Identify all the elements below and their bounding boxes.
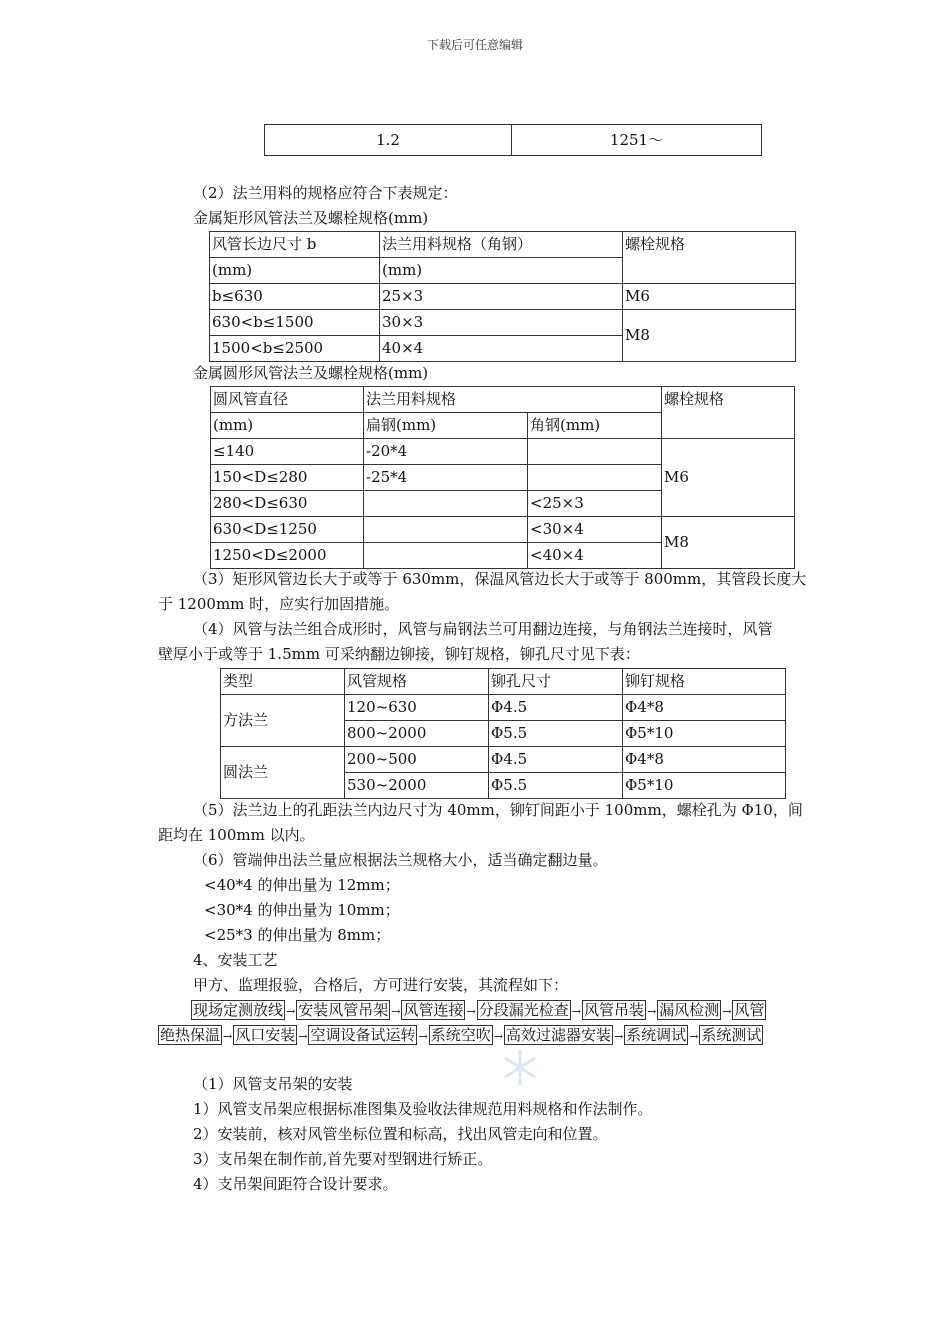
rivet-header-spec: 风管规格 xyxy=(345,669,489,695)
section-4-intro: 甲方、监理报验，合格后，方可进行安装，其流程如下： xyxy=(193,976,569,994)
arrow-right-icon: → xyxy=(391,1005,401,1018)
rect-header-size: 风管长边尺寸 b xyxy=(210,232,380,258)
flow-step: 风管吊装 xyxy=(583,1001,644,1019)
rivet-hole: Φ4.5 xyxy=(489,695,623,721)
flow-step: 系统调试 xyxy=(626,1026,687,1044)
rivet-type: 方法兰 xyxy=(221,695,345,747)
subsection-1-heading: （1）风管支吊架的安装 xyxy=(193,1075,353,1093)
rivet-spec: 200~500 xyxy=(345,747,489,773)
rect-flange-table xyxy=(209,231,796,362)
rect-bolt: M6 xyxy=(623,284,796,310)
round-angle xyxy=(528,439,662,465)
rivet-type: 圆法兰 xyxy=(221,747,345,799)
section-4-heading: 4、安装工艺 xyxy=(193,951,278,969)
rivet-header-type: 类型 xyxy=(221,669,345,695)
arrow-right-icon: → xyxy=(571,1005,581,1018)
round-diameter: 630<D≤1250 xyxy=(211,517,364,543)
rect-table-title: 金属矩形风管法兰及螺栓规格(mm) xyxy=(193,209,429,227)
arrow-right-icon: → xyxy=(689,1030,699,1043)
round-angle xyxy=(528,465,662,491)
arrow-right-icon: → xyxy=(223,1030,233,1043)
para-3-line-2: 于 1200mm 时，应实行加固措施。 xyxy=(158,595,400,613)
table-row xyxy=(210,284,796,310)
rivet-hole: Φ4.5 xyxy=(489,747,623,773)
para-6: （6）管端伸出法兰量应根据法兰规格大小，适当确定翻边量。 xyxy=(193,851,608,869)
rect-header-spec-unit: (mm) xyxy=(380,258,623,284)
flow-line-2 xyxy=(158,1024,763,1048)
extension-30: <30*4 的伸出量为 10mm； xyxy=(204,901,400,919)
round-header-bolt: 螺栓规格 xyxy=(662,387,795,439)
round-diameter: 150<D≤280 xyxy=(211,465,364,491)
rivet-rivet: Φ4*8 xyxy=(623,747,786,773)
list-item: 3）支吊架在制作前,首先要对型钢进行矫正。 xyxy=(193,1150,493,1168)
rivet-rivet: Φ5*10 xyxy=(623,721,786,747)
round-bolt: M8 xyxy=(662,517,795,569)
top-table xyxy=(264,124,762,156)
rivet-hole: Φ5.5 xyxy=(489,773,623,799)
round-angle: <30×4 xyxy=(528,517,662,543)
round-header-diameter: 圆风管直径 xyxy=(211,387,364,413)
round-diameter: 1250<D≤2000 xyxy=(211,543,364,569)
para-3-line-1: （3）矩形风管边长大于或等于 630mm，保温风管边长大于或等于 800mm，其管段长度大 xyxy=(193,570,807,588)
table-row xyxy=(211,517,795,543)
para-4-line-2: 壁厚小于或等于 1.5mm 可采纳翻边铆接，铆钉规格，铆孔尺寸见下表： xyxy=(158,645,640,663)
round-flat: -25*4 xyxy=(364,465,528,491)
rect-size: b≤630 xyxy=(210,284,380,310)
para-4-line-1: （4）风管与法兰组合成形时，风管与扁钢法兰可用翻边连接，与角钢法兰连接时，风管 xyxy=(193,620,773,638)
round-angle: <40×4 xyxy=(528,543,662,569)
top-cell-range: 1251～ xyxy=(512,125,762,156)
round-flange-table xyxy=(210,386,795,569)
round-flat: -20*4 xyxy=(364,439,528,465)
rivet-spec: 800~2000 xyxy=(345,721,489,747)
arrow-right-icon: → xyxy=(613,1030,624,1043)
flow-step: 系统测试 xyxy=(701,1026,762,1044)
table-row xyxy=(211,439,795,465)
rivet-table xyxy=(220,668,786,799)
arrow-right-icon: → xyxy=(722,1005,732,1018)
table-row xyxy=(210,310,796,336)
arrow-right-icon: → xyxy=(646,1005,657,1018)
rect-spec: 30×3 xyxy=(380,310,623,336)
rect-header-bolt: 螺栓规格 xyxy=(623,232,796,284)
rect-size: 1500<b≤2500 xyxy=(210,336,380,362)
flow-step: 高效过滤器安装 xyxy=(505,1026,611,1044)
rect-spec: 40×4 xyxy=(380,336,623,362)
arrow-right-icon: → xyxy=(286,1005,296,1018)
rect-spec: 25×3 xyxy=(380,284,623,310)
flow-step: 风管 xyxy=(734,1001,765,1019)
table-row xyxy=(221,695,786,721)
flow-step: 绝热保温 xyxy=(160,1026,221,1044)
round-header-flat: 扁钢(mm) xyxy=(364,413,528,439)
flow-step: 漏风检测 xyxy=(659,1001,720,1019)
round-diameter: 280<D≤630 xyxy=(211,491,364,517)
arrow-right-icon: → xyxy=(466,1005,476,1018)
rect-bolt: M8 xyxy=(623,310,796,362)
flow-step: 分段漏光检查 xyxy=(478,1001,569,1019)
arrow-right-icon: → xyxy=(418,1030,428,1043)
para-5-line-2: 距均在 100mm 以内。 xyxy=(158,826,315,844)
round-header-angle: 角钢(mm) xyxy=(528,413,662,439)
round-bolt: M6 xyxy=(662,439,795,517)
flow-step: 安装风管吊架 xyxy=(298,1001,389,1019)
flow-step: 系统空吹 xyxy=(430,1026,491,1044)
round-header-spec: 法兰用料规格 xyxy=(364,387,662,413)
round-header-diameter-unit: (mm) xyxy=(211,413,364,439)
snowflake-watermark-icon xyxy=(500,1045,540,1090)
flow-step: 风口安装 xyxy=(235,1026,296,1044)
round-flat xyxy=(364,491,528,517)
rivet-spec: 120~630 xyxy=(345,695,489,721)
rect-header-spec: 法兰用料规格（角钢） xyxy=(380,232,623,258)
extension-40: <40*4 的伸出量为 12mm； xyxy=(204,876,400,894)
para-5-line-1: （5）法兰边上的孔距法兰内边尺寸为 40mm，铆钉间距小于 100mm，螺栓孔为 Φ10，间 xyxy=(193,801,803,819)
extension-25: <25*3 的伸出量为 8mm； xyxy=(204,926,391,944)
rect-header-size-unit: (mm) xyxy=(210,258,380,284)
rivet-spec: 530~2000 xyxy=(345,773,489,799)
rivet-header-rivet: 铆钉规格 xyxy=(623,669,786,695)
round-flat xyxy=(364,543,528,569)
rivet-rivet: Φ4*8 xyxy=(623,695,786,721)
flow-step: 空调设备试运转 xyxy=(310,1026,416,1044)
round-table-title: 金属圆形风管法兰及螺栓规格(mm) xyxy=(193,364,429,382)
flow-step: 现场定测放线 xyxy=(193,1001,284,1019)
list-item: 2）安装前，核对风管坐标位置和标高，找出风管走向和位置。 xyxy=(193,1125,608,1143)
arrow-right-icon: → xyxy=(493,1030,503,1043)
flow-line-1 xyxy=(191,999,766,1023)
rect-size: 630<b≤1500 xyxy=(210,310,380,336)
rivet-hole: Φ5.5 xyxy=(489,721,623,747)
list-item: 1）风管支吊架应根据标准图集及验收法律规范用料规格和作法制作。 xyxy=(193,1100,653,1118)
rivet-rivet: Φ5*10 xyxy=(623,773,786,799)
round-flat xyxy=(364,517,528,543)
round-angle: <25×3 xyxy=(528,491,662,517)
top-cell-thickness: 1.2 xyxy=(265,125,512,156)
rivet-header-hole: 铆孔尺寸 xyxy=(489,669,623,695)
round-diameter: ≤140 xyxy=(211,439,364,465)
para-2: （2）法兰用料的规格应符合下表规定： xyxy=(193,184,458,202)
table-row xyxy=(221,747,786,773)
flow-step: 风管连接 xyxy=(403,1001,464,1019)
page-header: 下载后可任意编辑 xyxy=(426,38,523,52)
arrow-right-icon: → xyxy=(298,1030,308,1043)
list-item: 4）支吊架间距符合设计要求。 xyxy=(193,1175,398,1193)
